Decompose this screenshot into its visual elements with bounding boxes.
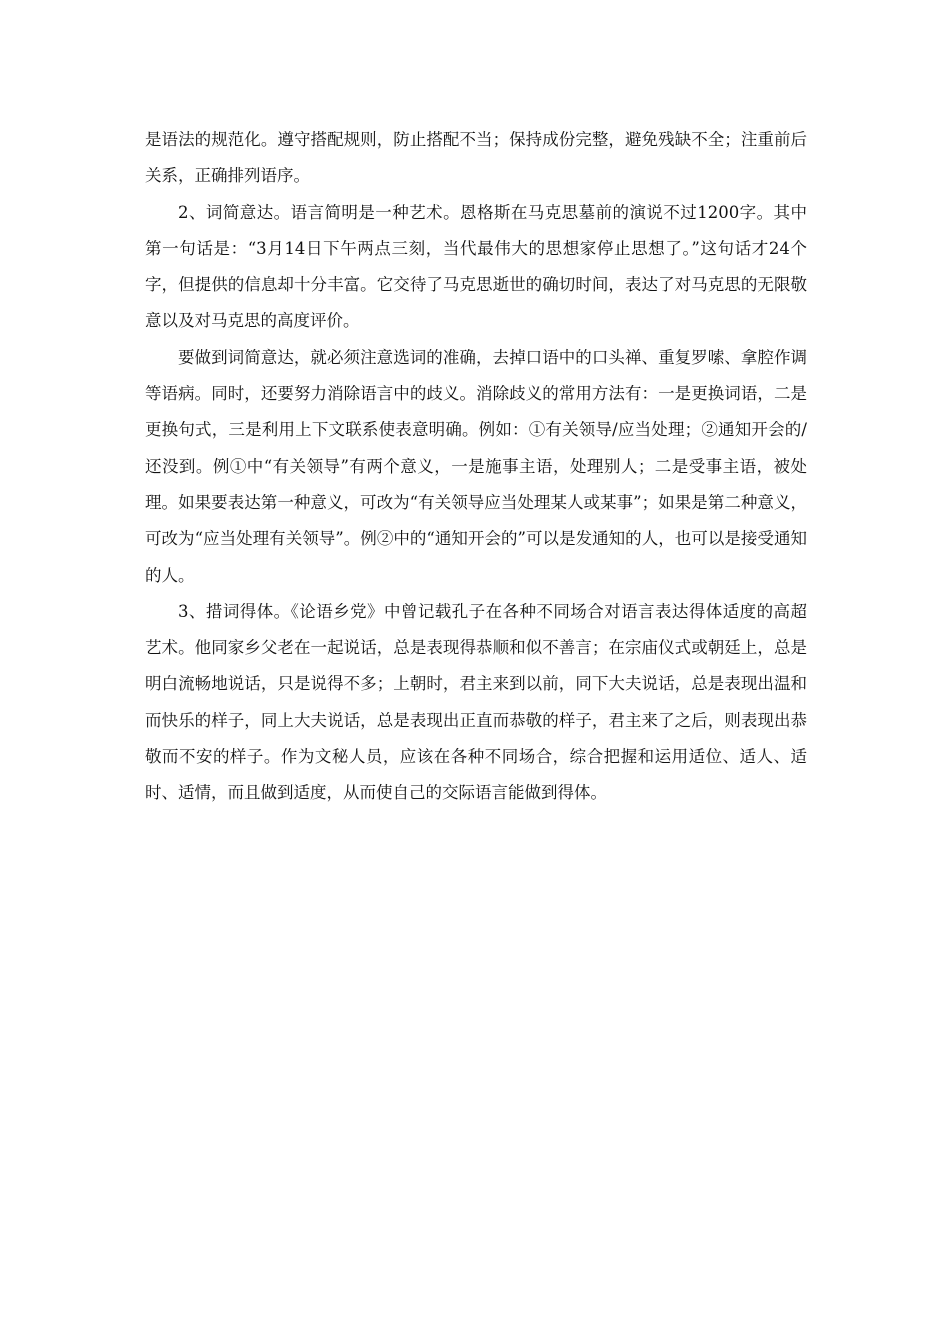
paragraph-grammar-continuation: 是语法的规范化。遵守搭配规则，防止搭配不当；保持成份完整，避免残缺不全；注重前后关系，正确排列语序。	[145, 130, 807, 186]
paragraph-appropriate-wording: 3、措词得体。《论语乡党》中曾记载孔子在各种不同场合对语言表达得体适度的高超艺术。他同家乡父老在一起说话，总是表现得恭顺和似不善言；在宗庙仪式或朝廷上，总是明白流畅地说话，只是说得不多；上朝时，君主来到以前，同下大夫说话，总是表现出温和而快乐的样子，同上大夫说话，总是表现出正直而恭敬的样子，君主来了之后，则表现出恭敬而不安的样子。作为文秘人员，应该在各种不同场合，综合把握和运用适位、适人、适时、适情，而且做到适度，从而使自己的交际语言能做到得体。	[145, 601, 807, 803]
document-page	[145, 122, 807, 812]
paragraph-eliminate-ambiguity: 要做到词简意达，就必须注意选词的准确，去掉口语中的口头禅、重复罗嗦、拿腔作调等语病。同时，还要努力消除语言中的歧义。消除歧义的常用方法有：一是更换词语，二是更换句式，三是利用上下文联系使表意明确。例如：①有关领导/应当处理；②通知开会的/还没到。例①中“有关领导”有两个意义，一是施事主语，处理别人；二是受事主语，被处理。如果要表达第一种意义，可改为“有关领导应当处理某人或某事”；如果是第二种意义，可改为“应当处理有关领导”。例②中的“通知开会的”可以是发通知的人，也可以是接受通知的人。	[145, 347, 807, 585]
paragraph-concise-wording: 2、词简意达。语言简明是一种艺术。恩格斯在马克思墓前的演说不过1200字。其中第一句话是：“3月14日下午两点三刻，当代最伟大的思想家停止思想了。”这句话才24个字，但提供的信息却十分丰富。它交待了马克思逝世的确切时间，表达了对马克思的无限敬意以及对马克思的高度评价。	[145, 202, 807, 331]
